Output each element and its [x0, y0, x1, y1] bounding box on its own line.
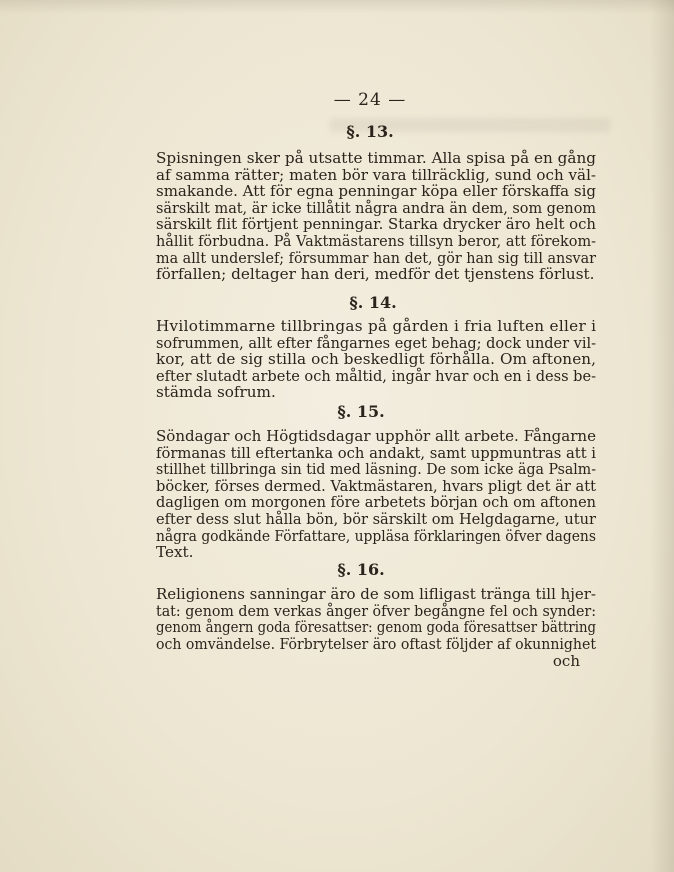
text-line: förfallen; deltager han deri, medför det tjenstens förlust. — [156, 265, 595, 284]
section-body-14 — [156, 318, 596, 401]
section-heading-16: §. 16. — [337, 560, 385, 579]
text-line: Religionens sanningar äro de som lifligast tränga till hjer- — [156, 585, 596, 603]
text-line: tat: genom dem verkas ånger öfver begångne fel och synder: — [156, 601, 597, 620]
text-line: hållit förbudna. På Vaktmästarens tillsyn beror, att förekom- — [156, 231, 597, 250]
text-line: Spisningen sker på utsatte timmar. Alla spisa på en gång — [156, 149, 597, 167]
text-line: förmanas till eftertanka och andakt, samt uppmuntras att i — [156, 443, 597, 462]
text-line: stillhet tillbringa sin tid med läsning. De som icke äga Psalm- — [156, 460, 596, 479]
text-line: några godkände Författare, uppläsa förklaringen öfver dagens — [156, 526, 596, 545]
section-body-16 — [156, 586, 596, 652]
section-body-15 — [156, 428, 596, 561]
text-line: efter slutadt arbete och måltid, ingår hvar och en i dess be- — [156, 366, 597, 385]
catchword: och — [552, 652, 580, 670]
text-line: sofrummen, allt efter fångarnes eget behag; dock under vil- — [156, 333, 597, 352]
text-line: särskilt flit förtjent penningar. Starka drycker äro helt och — [156, 215, 597, 234]
text-line: Text. — [156, 543, 194, 562]
text-line: Hvilotimmarne tillbringas på gården i fria luften eller i — [156, 317, 597, 335]
section-heading-14: §. 14. — [349, 293, 397, 312]
page-number: — 24 — — [333, 90, 407, 110]
text-line: ma allt underslef; försummar han det, gör han sig till ansvar — [156, 248, 597, 267]
page-shadow-top — [0, 0, 674, 14]
section-body-13 — [156, 150, 596, 283]
text-line: af samma rätter; maten bör vara tillräcklig, sund och väl- — [156, 165, 597, 184]
text-line: dagligen om morgonen före arbetets början och om aftonen — [156, 493, 596, 512]
text-line: stämda sofrum. — [156, 383, 276, 402]
text-line: och omvändelse. Förbrytelser äro oftast följder af okunnighet — [156, 634, 596, 653]
page-shadow-right — [650, 0, 674, 872]
text-line: särskilt mat, är icke tillåtit några andra än dem, som genom — [156, 198, 597, 217]
text-line: kor, att de sig stilla och beskedligt förhålla. Om aftonen, — [156, 350, 597, 369]
text-line: efter dess slut hålla bön, bör särskilt om Helgdagarne, utur — [156, 509, 596, 528]
text-line: böcker, förses dermed. Vaktmästaren, hvars pligt det är att — [156, 476, 597, 495]
section-heading-13: §. 13. — [346, 122, 394, 141]
text-line: smakande. Att för egna penningar köpa eller förskaffa sig — [156, 182, 596, 201]
text-line: Söndagar och Högtidsdagar upphör allt arbete. Fångarne — [156, 427, 597, 445]
text-line: genom ångern goda föresattser: genom goda föresattser bättring — [156, 618, 597, 637]
section-heading-15: §. 15. — [337, 402, 385, 421]
